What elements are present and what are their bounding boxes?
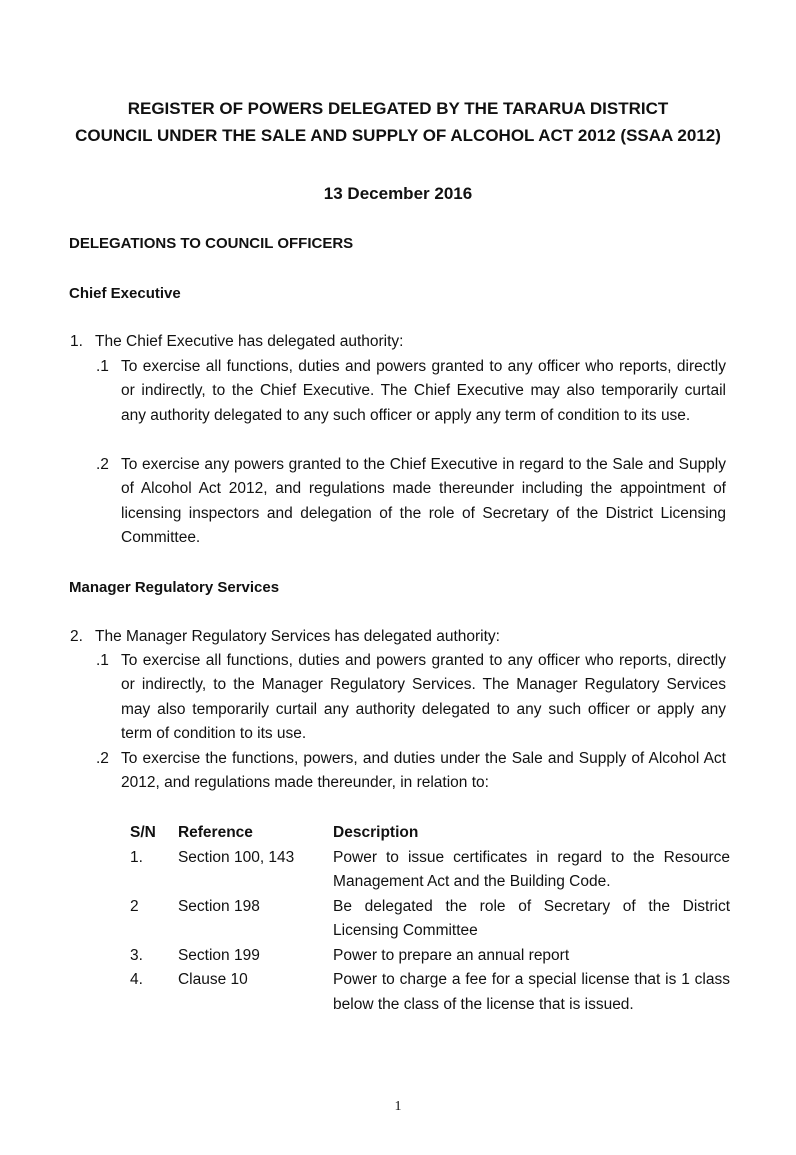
cell-reference: Clause 10 [177,971,248,988]
item-1-sub-1-number: .1 [96,358,109,375]
heading-chief-executive: Chief Executive [69,285,181,302]
table-row [130,968,730,1017]
item-2-sub-1-text: To exercise all functions, duties and powers granted to any officer who reports, directly or indirectly, to the Manager Regulatory Services. The Manager Regulatory Services may also temporarily curtail any authority delegated to any such officer or apply any term of condition to its use. [121,652,726,743]
cell-sn: 2 [130,897,139,915]
document-title-line-1: REGISTER OF POWERS DELEGATED BY THE TARARUA DISTRICT [127,99,669,118]
table-header-row [130,821,730,846]
cell-reference: Section 100, 143 [177,848,295,866]
item-2-sub-2-number: .2 [96,750,109,767]
section-heading-delegations: DELEGATIONS TO COUNCIL OFFICERS [69,235,354,252]
header-reference: Reference [177,824,253,841]
cell-description: Power to issue certificates in regard to the Resource Management Act and the Building Code. [333,848,730,890]
item-2-number: 2. [70,628,83,645]
cell-reference: Section 198 [177,897,260,915]
cell-reference: Section 199 [177,946,260,964]
item-1-sub-1-text: To exercise all functions, duties and powers granted to any officer who reports, directly or indirectly, to the Chief Executive. The Chief Executive may also temporarily curtail any authority delegated to any such officer or apply any term of condition to its use. [121,358,726,424]
cell-description: Power to prepare an annual report [333,946,570,964]
item-2-sub-2-text: To exercise the functions, powers, and duties under the Sale and Supply of Alcohol Act 2012, and regulations made thereunder, in relation to: [121,750,726,792]
cell-sn: 3. [130,946,143,964]
page-number: 1 [394,1099,402,1114]
heading-manager-regulatory-services: Manager Regulatory Services [69,579,280,596]
header-description: Description [333,824,419,841]
table-row [130,895,730,944]
cell-sn: 1. [130,848,143,866]
table-row [130,846,730,895]
cell-description: Power to charge a fee for a special license that is 1 class below the class of the license that is issued. [333,971,730,1013]
delegation-table [130,821,730,1017]
header-sn: S/N [130,824,156,841]
item-1-sub-2-text: To exercise any powers granted to the Chief Executive in regard to the Sale and Supply of Alcohol Act 2012, and regulations made thereunder including the appointment of licensing inspectors and delegation of the role of Secretary of the District Licensing Committee. [121,456,726,547]
cell-sn: 4. [130,971,143,988]
cell-description: Be delegated the role of Secretary of the District Licensing Committee [333,897,730,939]
item-1-intro: The Chief Executive has delegated authority: [95,333,404,350]
table-row [130,944,730,969]
document-date: 13 December 2016 [323,184,473,203]
document-title-line-2: COUNCIL UNDER THE SALE AND SUPPLY OF ALCOHOL ACT 2012 (SSAA 2012) [75,126,721,145]
item-1-sub-2-number: .2 [96,456,109,473]
item-1-number: 1. [70,333,83,350]
item-2-intro: The Manager Regulatory Services has delegated authority: [95,628,500,645]
item-2-sub-1-number: .1 [96,652,109,669]
